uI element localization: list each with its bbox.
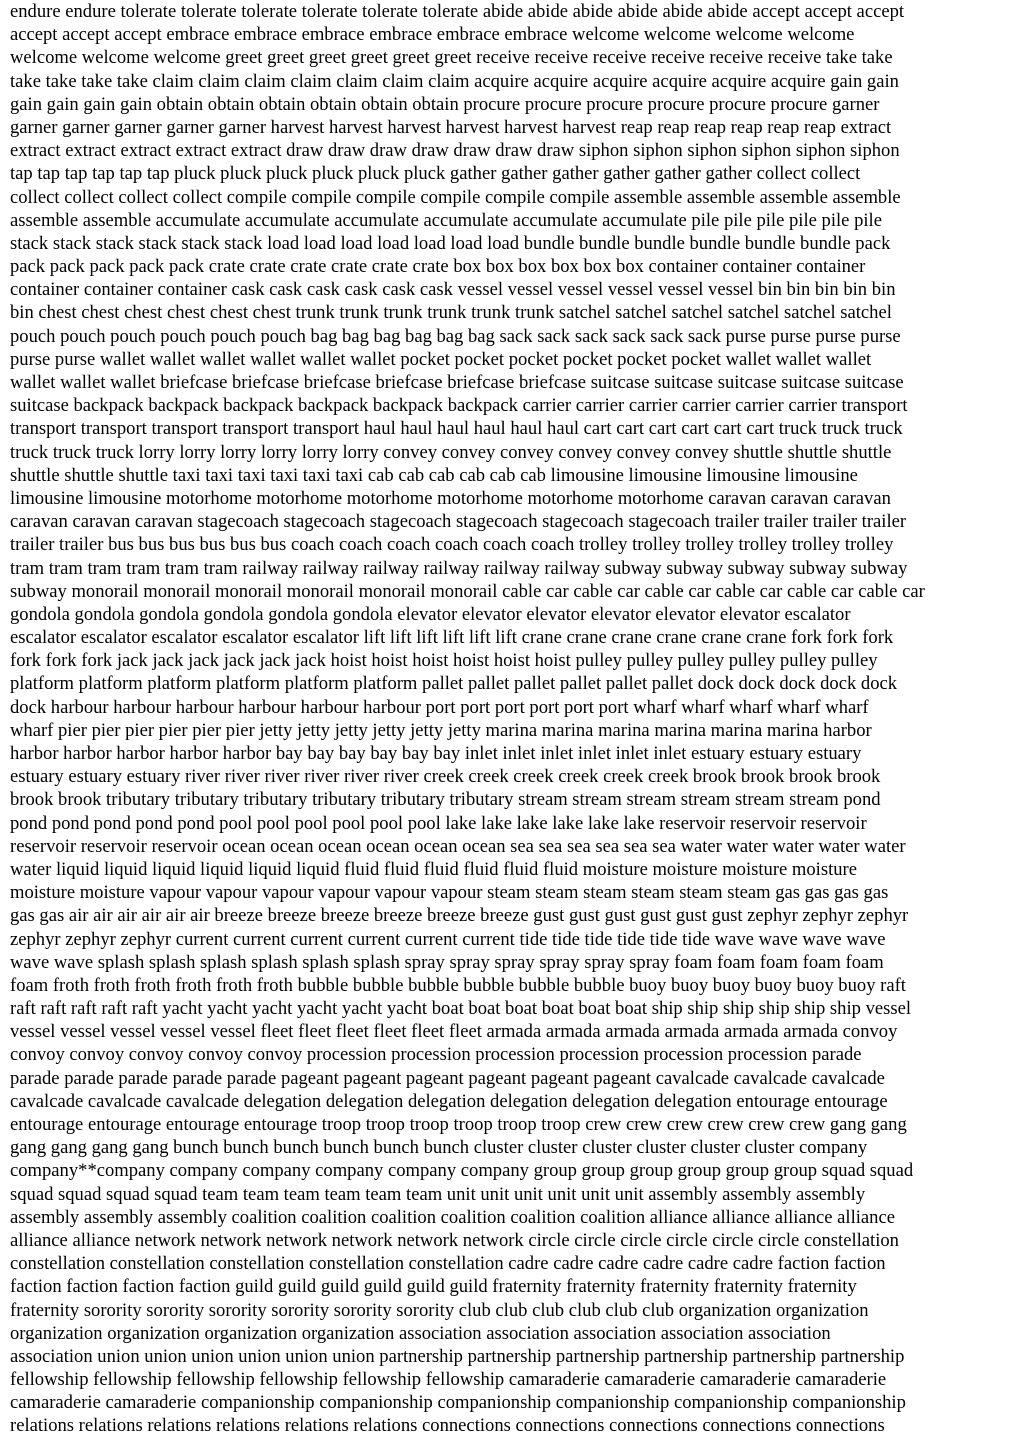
text-line: shuttle shuttle shuttle taxi taxi taxi taxi taxi taxi cab cab cab cab cab cab limousine limousine limousine limousine — [10, 464, 858, 486]
text-line: foam froth froth froth froth froth froth bubble bubble bubble bubble bubble bubble buoy buoy buoy buoy buoy buoy raft — [10, 974, 906, 996]
text-line: reservoir reservoir reservoir ocean ocean ocean ocean ocean ocean sea sea sea sea sea sea water water water water water — [10, 835, 906, 857]
text-line: purse purse wallet wallet wallet wallet wallet wallet pocket pocket pocket pocket pocket pocket wallet wallet wallet — [10, 348, 872, 370]
text-line: stack stack stack stack stack stack load load load load load load load bundle bundle bundle bundle bundle bundle pack — [10, 232, 891, 254]
text-line: moisture moisture vapour vapour vapour vapour vapour vapour steam steam steam steam steam steam gas gas gas gas — [10, 882, 889, 904]
text-line: association union union union union union union partnership partnership partnership partnership partnership partnership — [10, 1345, 905, 1367]
text-line: assemble assemble accumulate accumulate accumulate accumulate accumulate accumulate pile pile pile pile pile pile — [10, 209, 882, 231]
text-line: company**company company company company company company group group group group group group squad squad — [10, 1160, 914, 1182]
text-line: transport transport transport transport transport haul haul haul haul haul haul cart cart cart cart cart cart truck truck truck — [10, 418, 903, 440]
text-line: water liquid liquid liquid liquid liquid liquid fluid fluid fluid fluid fluid fluid moisture moisture moisture moisture — [10, 858, 857, 880]
text-line: vessel vessel vessel vessel vessel fleet fleet fleet fleet fleet fleet armada armada armada armada armada armada convoy — [10, 1021, 898, 1043]
text-line: wave wave splash splash splash splash splash splash spray spray spray spray spray spray foam foam foam foam foam — [10, 951, 884, 973]
text-line: dock harbour harbour harbour harbour harbour harbour port port port port port port wharf wharf wharf wharf wharf — [10, 696, 869, 718]
text-line: truck truck truck lorry lorry lorry lorry lorry lorry convey convey convey convey convey convey shuttle shuttle shuttle — [10, 441, 892, 463]
text-line: assembly assembly assembly coalition coalition coalition coalition coalition coalition alliance alliance alliance alliance — [10, 1206, 895, 1228]
text-line: raft raft raft raft raft yacht yacht yacht yacht yacht yacht boat boat boat boat boat boat ship ship ship ship ship ship vessel — [10, 998, 912, 1020]
text-line: constellation constellation constellation constellation constellation cadre cadre cadre cadre cadre cadre faction faction — [10, 1253, 886, 1275]
text-line: subway monorail monorail monorail monorail monorail monorail cable car cable car cable car cable car cable car cable car — [10, 580, 925, 602]
text-line: gang gang gang gang bunch bunch bunch bunch bunch bunch cluster cluster cluster cluster cluster cluster company — [10, 1137, 868, 1159]
text-line: limousine limousine motorhome motorhome motorhome motorhome motorhome motorhome caravan caravan caravan — [10, 487, 891, 509]
text-line: pouch pouch pouch pouch pouch pouch bag bag bag bag bag bag sack sack sack sack sack sack purse purse purse purse — [10, 325, 901, 347]
text-line: caravan caravan caravan stagecoach stagecoach stagecoach stagecoach stagecoach stagecoach trailer trailer trailer trailer — [10, 511, 907, 533]
text-line: gondola gondola gondola gondola gondola gondola elevator elevator elevator elevator elevator elevator escalator — [10, 603, 851, 625]
text-line: squad squad squad squad team team team team team team unit unit unit unit unit unit assembly assembly assembly — [10, 1183, 866, 1205]
text-line: suitcase backpack backpack backpack backpack backpack backpack carrier carrier carrier carrier carrier carrier transport — [10, 395, 908, 417]
text-line: platform platform platform platform platform platform pallet pallet pallet pallet pallet pallet dock dock dock dock dock — [10, 673, 898, 695]
text-line: alliance alliance network network network network network network circle circle circle circle circle circle constellation — [10, 1229, 899, 1251]
text-line: wallet wallet wallet briefcase briefcase briefcase briefcase briefcase briefcase suitcase suitcase suitcase suitcase suitcase — [10, 372, 904, 393]
text-line: harbor harbor harbor harbor harbor bay bay bay bay bay bay inlet inlet inlet inlet inlet inlet estuary estuary estuary — [10, 743, 862, 764]
text-line: bin chest chest chest chest chest chest trunk trunk trunk trunk trunk trunk satchel satchel satchel satchel satchel satchel — [10, 302, 892, 324]
text-line: entourage entourage entourage entourage troop troop troop troop troop troop crew crew crew crew crew crew gang gang — [10, 1114, 907, 1135]
text-line: welcome welcome welcome greet greet greet greet greet greet receive receive receive receive receive receive take take — [10, 47, 893, 69]
text-line: zephyr zephyr zephyr current current current current current current tide tide tide tide tide tide wave wave wave wave — [10, 928, 886, 950]
text-line: tap tap tap tap tap tap pluck pluck pluck pluck pluck pluck gather gather gather gather gather gather collect collect — [10, 163, 861, 185]
text-line: endure endure tolerate tolerate tolerate tolerate tolerate tolerate abide abide abide abide abide abide accept accept accept — [10, 1, 905, 22]
text-line: gas gas air air air air air air breeze breeze breeze breeze breeze breeze gust gust gust gust gust gust zephyr zephyr zephyr — [10, 905, 909, 927]
text-line: tram tram tram tram tram tram railway railway railway railway railway railway subway subway subway subway subway — [10, 557, 908, 579]
text-line: trailer trailer bus bus bus bus bus bus coach coach coach coach coach coach trolley trolley trolley trolley trolley trolley — [10, 534, 894, 556]
text-line: fork fork fork jack jack jack jack jack jack hoist hoist hoist hoist hoist hoist pulley pulley pulley pulley pulley pulley — [10, 650, 878, 672]
text-line: take take take take claim claim claim claim claim claim claim acquire acquire acquire acquire acquire acquire gain gain — [10, 70, 899, 92]
text-line: extract extract extract extract extract draw draw draw draw draw draw draw siphon siphon siphon siphon siphon siphon — [10, 140, 900, 162]
text-line: container container container cask cask cask cask cask cask vessel vessel vessel vessel vessel vessel bin bin bin bin bin — [10, 279, 896, 301]
text-line: estuary estuary estuary river river river river river river creek creek creek creek creek creek brook brook brook brook — [10, 766, 881, 788]
text-line: camaraderie camaraderie companionship companionship companionship companionship companionship companionship — [10, 1392, 906, 1414]
text-line: gain gain gain gain obtain obtain obtain obtain obtain obtain procure procure procure procure procure procure garner — [10, 93, 880, 115]
text-line: parade parade parade parade parade pageant pageant pageant pageant pageant pageant cavalcade cavalcade cavalcade — [10, 1067, 885, 1089]
text-line: garner garner garner garner garner harvest harvest harvest harvest harvest harvest reap reap reap reap reap reap extract — [10, 116, 892, 138]
text-line: cavalcade cavalcade cavalcade delegation delegation delegation delegation delegation delegation entourage entourage — [10, 1090, 888, 1112]
text-line: fellowship fellowship fellowship fellowship fellowship fellowship camaraderie camaraderie camaraderie camaraderie — [10, 1369, 887, 1391]
text-line: pond pond pond pond pond pool pool pool pool pool pool lake lake lake lake lake lake reservoir reservoir reservoir — [10, 812, 867, 834]
text-line: wharf pier pier pier pier pier pier jetty jetty jetty jetty jetty jetty marina marina marina marina marina marina harbor — [10, 719, 872, 741]
text-line: convoy convoy convoy convoy convoy procession procession procession procession procession procession parade — [10, 1044, 862, 1066]
text-line: accept accept accept embrace embrace embrace embrace embrace embrace welcome welcome welcome welcome — [10, 24, 855, 46]
text-line: brook brook tributary tributary tributary tributary tributary tributary stream stream stream stream stream stream pond — [10, 789, 881, 811]
text-line: collect collect collect collect compile compile compile compile compile compile assemble assemble assemble assemble — [10, 186, 901, 208]
text-line: pack pack pack pack pack crate crate crate crate crate crate box box box box box box container container container — [10, 256, 866, 278]
text-line: escalator escalator escalator escalator escalator lift lift lift lift lift lift crane crane crane crane crane crane fork fork fork — [10, 627, 894, 649]
text-line: faction faction faction faction guild guild guild guild guild guild fraternity fraternity fraternity fraternity fraternity — [10, 1276, 857, 1298]
text-line: organization organization organization organization association association association association association — [10, 1322, 831, 1344]
text-line: fraternity sorority sorority sorority sorority sorority sorority club club club club club club organization organization — [10, 1299, 869, 1321]
text-line: relations relations relations relations relations relations connections connections connections connections connections — [10, 1415, 885, 1437]
